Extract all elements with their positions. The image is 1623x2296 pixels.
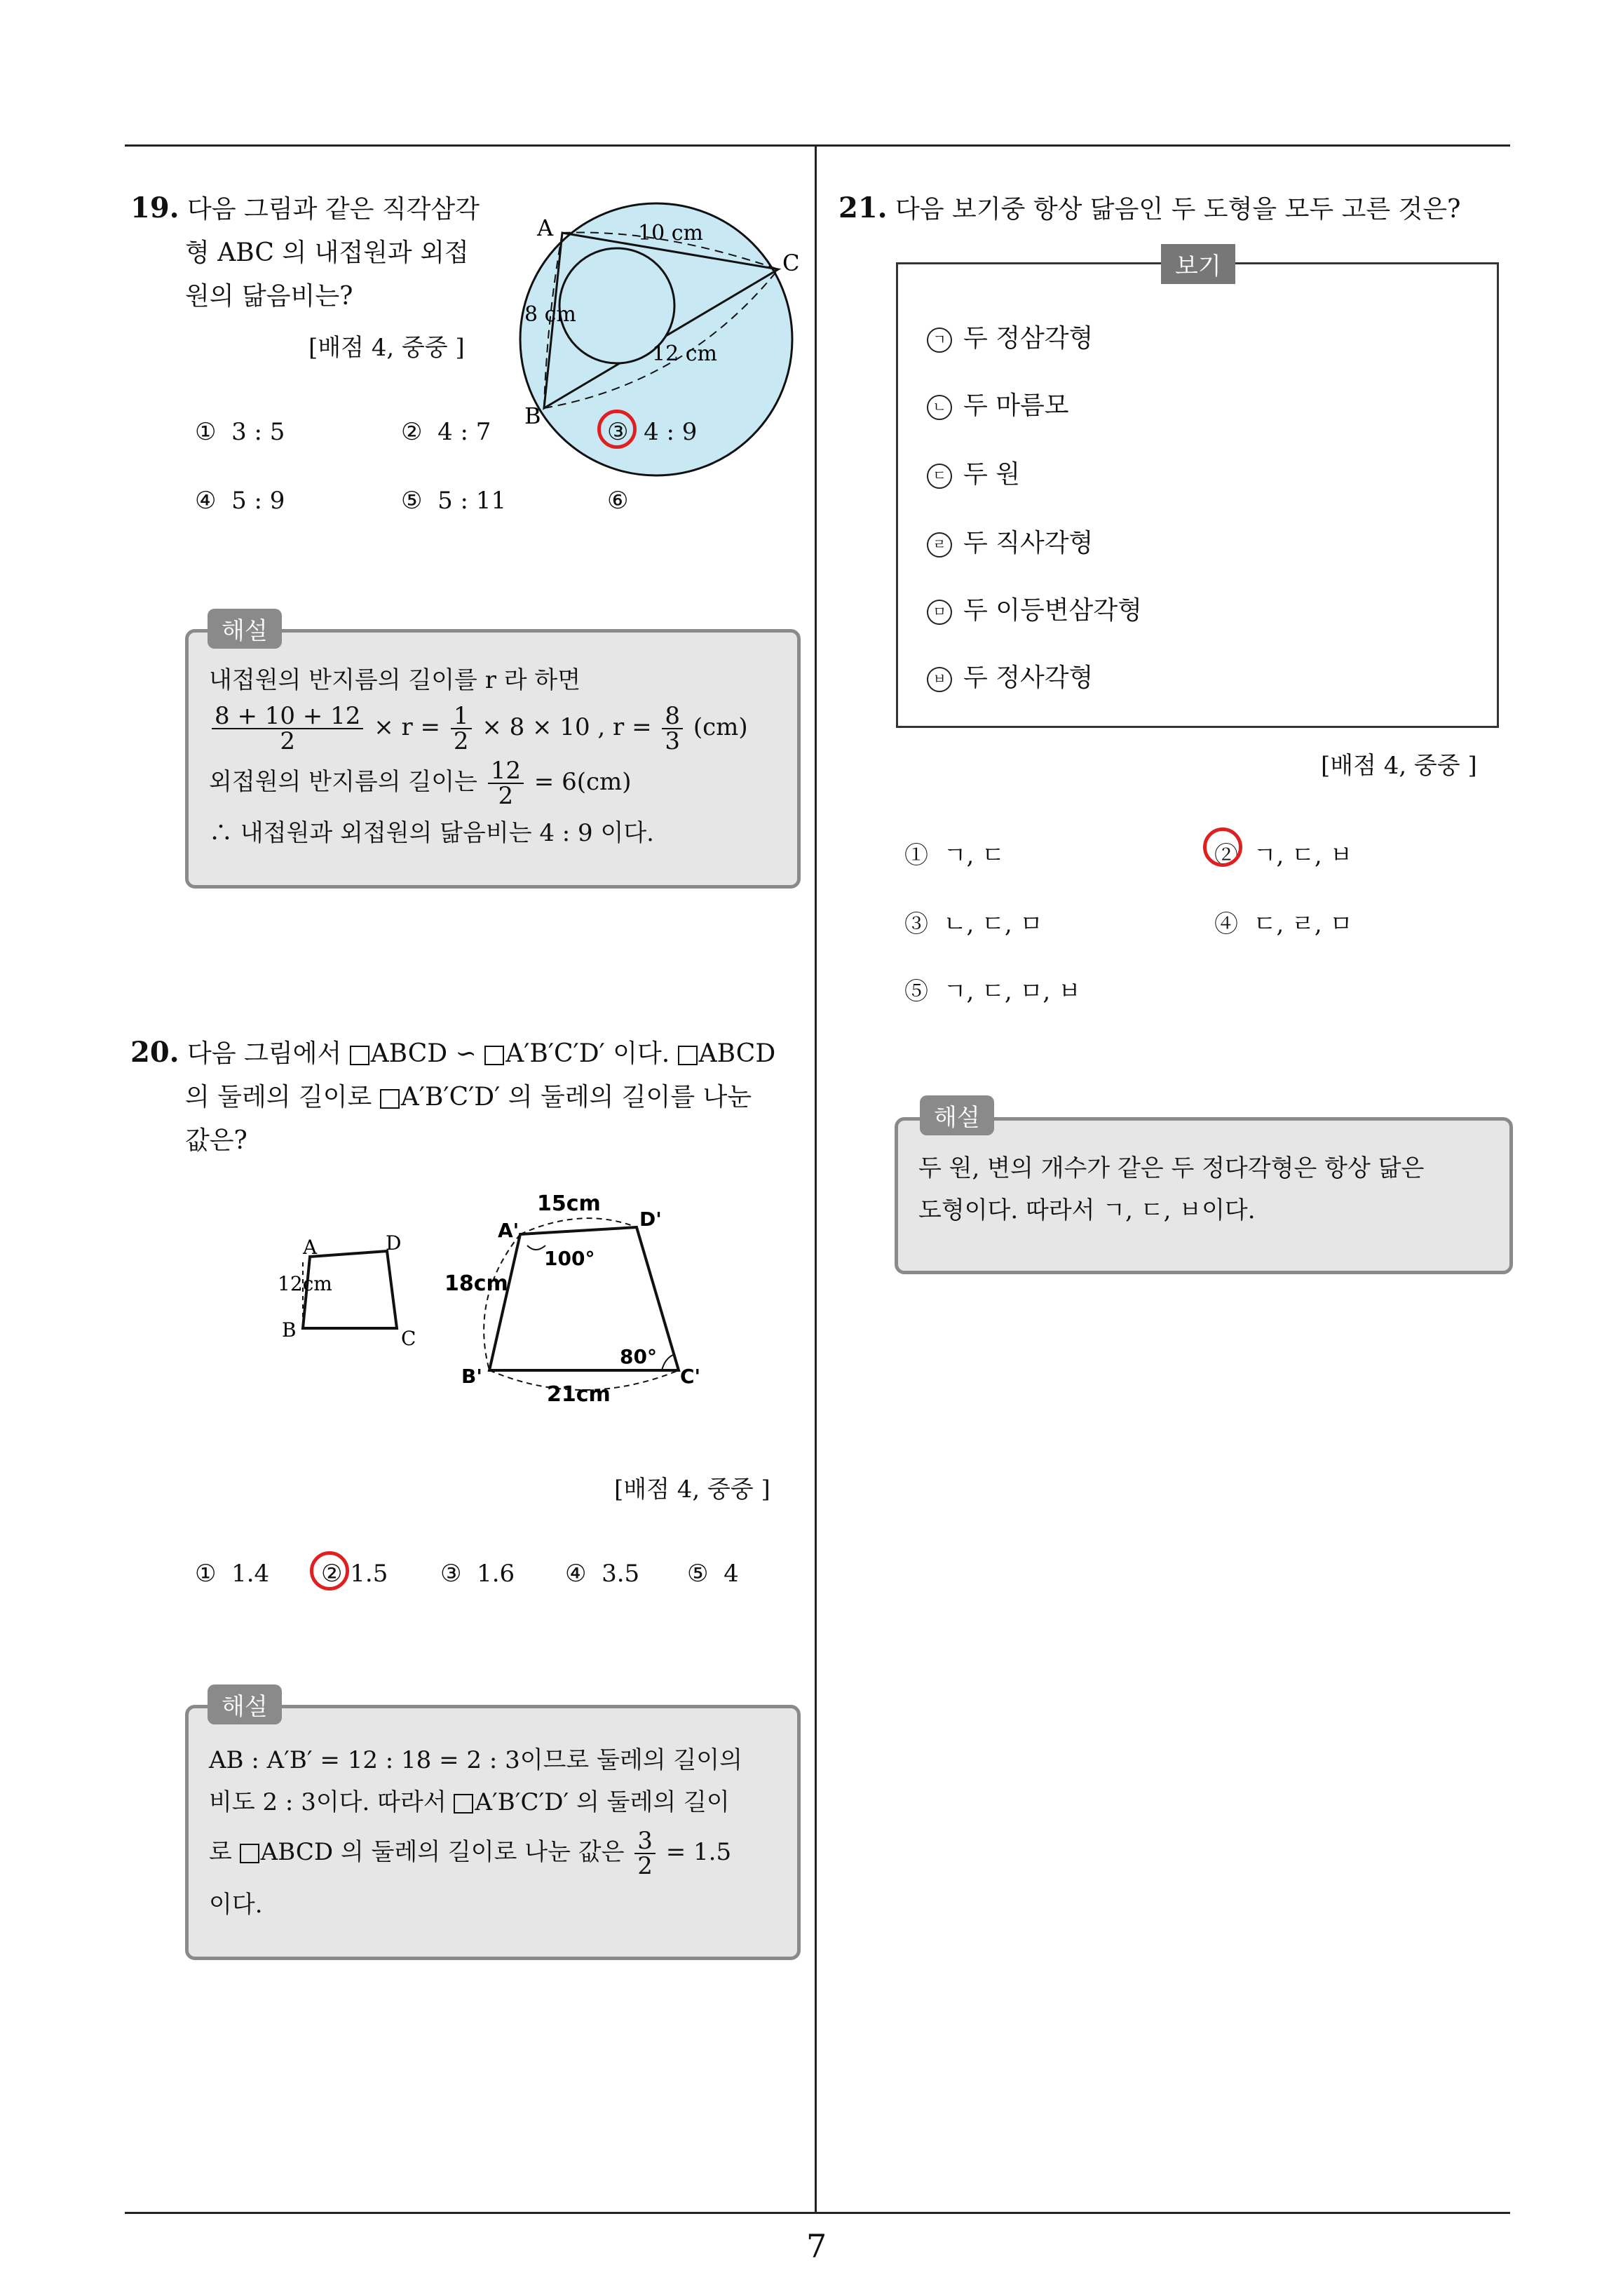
q19-solution-tag: 해설 bbox=[208, 609, 282, 649]
q21-choice-4-text: ㄷ, ㄹ, ㅁ bbox=[1253, 910, 1353, 938]
q20-sol-line3 bbox=[209, 1829, 784, 1878]
q19-text-line1: 다음 그림과 같은 직각삼각 bbox=[187, 195, 480, 224]
q20-choice-3[interactable] bbox=[440, 1560, 515, 1588]
q19-sol-line3a: 외접원의 반지름의 길이는 bbox=[209, 768, 477, 796]
q19-text-line3: 원의 닮음비는? bbox=[185, 282, 353, 311]
q19-sol-line4: ∴ 내접원과 외접원의 닮음비는 4 : 9 이다. bbox=[209, 819, 654, 847]
q21-text: 다음 보기중 항상 닮음인 두 도형을 모두 고른 것은? bbox=[895, 195, 1461, 224]
q19-fig-ac: 10 cm bbox=[638, 221, 703, 245]
q20-sol-line3c: = 1.5 bbox=[665, 1838, 732, 1866]
q21-bogi-text-2: 두 마름모 bbox=[963, 391, 1069, 420]
page-number: 7 bbox=[806, 2227, 827, 2265]
q19-choice-5[interactable] bbox=[401, 487, 506, 515]
q19-number: 19. bbox=[130, 191, 179, 224]
q21-bogi-text-1: 두 정삼각형 bbox=[963, 324, 1094, 353]
q21-choice-2-mark: ② bbox=[1214, 842, 1238, 870]
q21-bogi-text-4: 두 직사각형 bbox=[963, 529, 1094, 558]
square-icon bbox=[454, 1794, 473, 1814]
q20-fig-cp: C' bbox=[680, 1365, 701, 1388]
q19-choice-4-text: 5 : 9 bbox=[231, 487, 285, 515]
q19-choice-6-mark: ⑥ bbox=[607, 487, 629, 515]
square-icon bbox=[678, 1046, 698, 1065]
q20-sol-line1: AB : A′B′ = 12 : 18 = 2 : 3이므로 둘레의 길이의 bbox=[209, 1746, 742, 1774]
q21-answer-mark bbox=[1203, 828, 1242, 867]
q21-choice-1-mark: ① bbox=[904, 842, 928, 870]
q20-fig-left: 18cm bbox=[444, 1271, 508, 1296]
q19-choice-1-text: 3 : 5 bbox=[231, 418, 285, 446]
q21-bogi-item-1 bbox=[927, 318, 1093, 354]
q20-choice-5[interactable] bbox=[687, 1560, 739, 1588]
q19-choice-3-mark: ③ bbox=[607, 418, 629, 446]
q21-bogi-tag: 보기 bbox=[1161, 244, 1235, 284]
q19-fig-bc: 12 cm bbox=[652, 342, 717, 366]
q21-bogi-mark-5: ㅁ bbox=[927, 600, 952, 625]
q21-sol-line2: 도형이다. 따라서 ㄱ, ㄷ, ㅂ이다. bbox=[918, 1196, 1256, 1224]
q19-choice-5-mark: ⑤ bbox=[401, 487, 423, 515]
q20-choice-4[interactable] bbox=[565, 1560, 639, 1588]
q21-bogi-item-6 bbox=[927, 658, 1093, 694]
q20-choice-3-text: 1.6 bbox=[477, 1560, 515, 1588]
q21-bogi-mark-2: ㄴ bbox=[927, 395, 952, 420]
q20-fig-c: C bbox=[401, 1327, 416, 1350]
q20-choice-1[interactable] bbox=[195, 1560, 269, 1588]
square-icon bbox=[350, 1046, 369, 1065]
q21-bogi-text-5: 두 이등변삼각형 bbox=[963, 596, 1142, 625]
q21-choice-5-text: ㄱ, ㄷ, ㅁ, ㅂ bbox=[943, 978, 1081, 1006]
q19-choice-4[interactable] bbox=[195, 487, 285, 515]
q20-choice-2-mark: ② bbox=[321, 1560, 343, 1588]
q20-number: 20. bbox=[130, 1036, 179, 1069]
q19-choice-1[interactable] bbox=[195, 418, 285, 446]
q21-choice-3-mark: ③ bbox=[904, 910, 928, 938]
q19-fig-ab: 8 cm bbox=[524, 302, 576, 327]
q20-fig-a: A bbox=[303, 1236, 318, 1259]
q21-choice-1-text: ㄱ, ㄷ bbox=[943, 842, 1005, 870]
q20-answer-mark bbox=[310, 1551, 349, 1591]
q19-text-line2: 형 ABC 의 내접원과 외접 bbox=[185, 238, 469, 267]
q20-sol-line3b: ABCD 의 둘레의 길이로 나눈 값은 bbox=[260, 1838, 625, 1866]
q20-line1a: 다음 그림에서 bbox=[187, 1039, 342, 1068]
q20-fig-d: D bbox=[386, 1231, 402, 1255]
q20-fig-angC: 80° bbox=[620, 1345, 657, 1368]
q19-fig-c: C bbox=[782, 250, 799, 276]
q20-line1c: A′B′C′D′ 이다. bbox=[505, 1039, 670, 1068]
q19-sol-frac2: $\frac{1}{2}$ bbox=[451, 704, 472, 753]
q20-fig-angA: 100° bbox=[544, 1247, 595, 1270]
q20-choice-1-mark: ① bbox=[195, 1560, 217, 1588]
q19-choice-2-text: 4 : 7 bbox=[437, 418, 491, 446]
square-icon bbox=[240, 1844, 259, 1863]
q20-choice-2-text: 1.5 bbox=[350, 1560, 388, 1588]
q20-fig-top: 15cm bbox=[537, 1191, 601, 1216]
column-divider bbox=[815, 144, 817, 2213]
q19-fig-b: B bbox=[524, 403, 541, 429]
q19-score: [배점 4, 중중 ] bbox=[308, 334, 465, 362]
q21-number: 21. bbox=[838, 191, 888, 224]
q20-sol-line2 bbox=[209, 1781, 784, 1823]
q20-figure bbox=[266, 1178, 715, 1417]
q19-question bbox=[130, 187, 523, 318]
q19-sol-line1: 내접원의 반지름의 길이를 r 라 하면 bbox=[209, 666, 581, 694]
q20-fig-bp: B' bbox=[461, 1365, 482, 1388]
q21-bogi-mark-4: ㄹ bbox=[927, 532, 952, 558]
q20-choice-3-mark: ③ bbox=[440, 1560, 462, 1588]
square-icon bbox=[380, 1089, 400, 1109]
q19-answer-mark bbox=[597, 410, 637, 449]
q19-choice-5-text: 5 : 11 bbox=[437, 487, 507, 515]
q20-sol-frac: $\frac{3}{2}$ bbox=[634, 1829, 656, 1878]
q21-bogi-mark-6: ㅂ bbox=[927, 667, 952, 692]
q20-sol-line2b: A′B′C′D′ 의 둘레의 길이 bbox=[475, 1788, 730, 1816]
q19-choice-4-mark: ④ bbox=[195, 487, 217, 515]
q19-solution bbox=[209, 659, 784, 854]
q21-choice-4-mark: ④ bbox=[1214, 910, 1238, 938]
q20-line3: 값은? bbox=[185, 1126, 247, 1155]
q19-choice-6[interactable] bbox=[607, 487, 628, 515]
q21-bogi-item-5 bbox=[927, 590, 1142, 626]
q20-fig-ap: A' bbox=[498, 1219, 520, 1242]
q19-sol-frac3: $\frac{8}{3}$ bbox=[662, 704, 683, 753]
q19-sol-end1: (cm) bbox=[693, 713, 748, 741]
q20-choice-5-mark: ⑤ bbox=[687, 1560, 709, 1588]
q20-choice-1-text: 1.4 bbox=[231, 1560, 270, 1588]
q20-line1b: ABCD ∽ bbox=[370, 1039, 477, 1068]
q20-sol-line2a: 비도 2 : 3이다. 따라서 bbox=[209, 1788, 447, 1816]
q21-bogi-item-2 bbox=[927, 386, 1069, 421]
square-icon bbox=[484, 1046, 504, 1065]
q21-choice-2-text: ㄱ, ㄷ, ㅂ bbox=[1253, 842, 1353, 870]
top-rule bbox=[125, 144, 1510, 147]
q19-fig-a: A bbox=[537, 215, 554, 241]
q21-bogi-text-6: 두 정사각형 bbox=[963, 663, 1094, 692]
q20-sol-line3a: 로 bbox=[209, 1838, 232, 1866]
q20-solution bbox=[209, 1739, 784, 1926]
q21-choice-1[interactable] bbox=[904, 836, 1005, 870]
q19-choice-1-mark: ① bbox=[195, 418, 217, 446]
q20-fig-small-side: 12cm bbox=[278, 1272, 332, 1295]
q21-choice-5[interactable] bbox=[904, 972, 1081, 1006]
q20-score: [배점 4, 중중 ] bbox=[614, 1475, 770, 1504]
q19-sol-line3 bbox=[209, 759, 784, 808]
q21-solution bbox=[918, 1147, 1500, 1231]
q19-choice-2[interactable] bbox=[401, 418, 491, 446]
q21-bogi-item-4 bbox=[927, 523, 1093, 559]
q20-sol-line4: 이다. bbox=[209, 1891, 263, 1919]
q19-sol-frac4: $\frac{12}{2}$ bbox=[488, 759, 524, 808]
q20-fig-dp: D' bbox=[639, 1208, 662, 1231]
q19-sol-frac1: $\frac{8 + 10 + 12}{2}$ bbox=[212, 704, 363, 753]
bottom-rule bbox=[125, 2212, 1510, 2214]
q20-fig-b: B bbox=[282, 1318, 297, 1342]
q20-choice-4-mark: ④ bbox=[565, 1560, 587, 1588]
q21-score: [배점 4, 중중 ] bbox=[1321, 752, 1477, 780]
q20-fig-bottom: 21cm bbox=[547, 1382, 611, 1407]
q19-sol-mid2: × 8 × 10 , r = bbox=[482, 713, 652, 741]
q19-choice-2-mark: ② bbox=[401, 418, 423, 446]
q19-choice-3-text: 4 : 9 bbox=[644, 418, 698, 446]
q20-line2b: A′B′C′D′ 의 둘레의 길이를 나눈 bbox=[400, 1083, 752, 1112]
q21-choice-4[interactable] bbox=[1214, 905, 1352, 939]
q20-line2a: 의 둘레의 길이로 bbox=[185, 1083, 372, 1112]
q19-sol-mid1: × r = bbox=[374, 713, 441, 741]
q19-sol-line2 bbox=[209, 704, 784, 753]
q20-question bbox=[130, 1031, 803, 1163]
q20-line1d: ABCD bbox=[698, 1039, 776, 1068]
q21-sol-line1: 두 원, 변의 개수가 같은 두 정다각형은 항상 닮은 bbox=[918, 1154, 1425, 1182]
q21-bogi-text-3: 두 원 bbox=[963, 460, 1020, 489]
q19-sol-line3b: = 6(cm) bbox=[534, 768, 632, 796]
q21-choice-5-mark: ⑤ bbox=[904, 978, 928, 1006]
q21-choice-3-text: ㄴ, ㄷ, ㅁ bbox=[943, 910, 1043, 938]
q21-question bbox=[838, 187, 1512, 231]
q20-choice-4-text: 3.5 bbox=[602, 1560, 640, 1588]
q21-bogi-mark-1: ㄱ bbox=[927, 327, 952, 353]
q21-bogi-mark-3: ㄷ bbox=[927, 464, 952, 489]
q20-solution-tag: 해설 bbox=[208, 1684, 282, 1724]
q21-bogi-item-3 bbox=[927, 454, 1020, 490]
q20-choice-5-text: 4 bbox=[724, 1560, 739, 1588]
q21-solution-tag: 해설 bbox=[920, 1095, 994, 1135]
q21-choice-3[interactable] bbox=[904, 905, 1043, 939]
